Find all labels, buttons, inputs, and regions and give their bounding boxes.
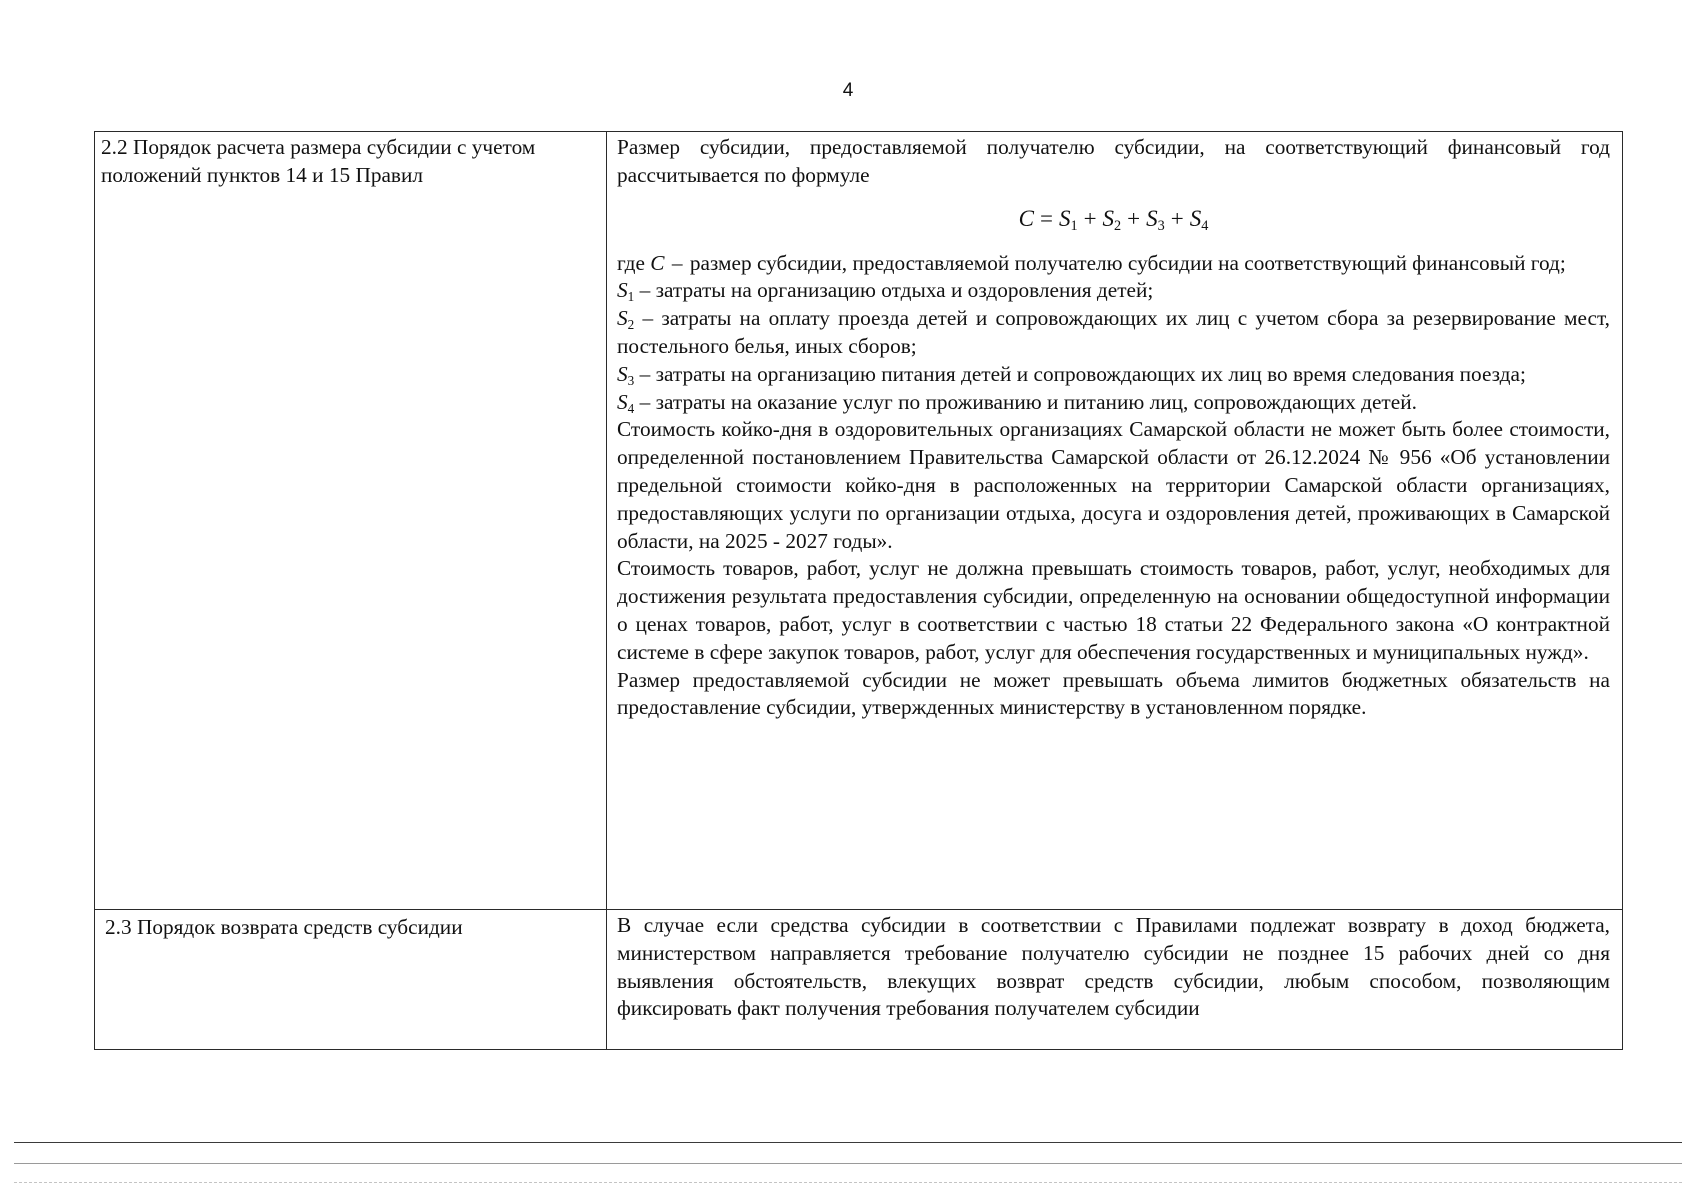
formula-lhs: C bbox=[1018, 205, 1034, 231]
page-number: 4 bbox=[842, 80, 854, 101]
formula-term: S bbox=[1058, 205, 1071, 231]
section-2-3-label-cell bbox=[95, 910, 607, 1050]
definition-variable: S bbox=[617, 306, 628, 331]
bed-day-cost-paragraph: Стоимость койко-дня в оздоровительных организациях Самарской области не может быть более стоимости, определенной постановлением Правительства Самарской области от 26.12.2024 № 956 «Об установлении предельной стоимости койко-дня в расположенных на территории Самарской области организациях, предоставляющих услуги по организации отдыха, досуга и оздоровления детей, проживающих в Самарской области, на 2025 - 2027 годы». bbox=[617, 417, 1610, 553]
section-2-2-content-cell bbox=[607, 132, 1623, 910]
definition-variable: S bbox=[617, 361, 628, 386]
definition-index: 4 bbox=[627, 400, 635, 416]
definition-index: 1 bbox=[627, 289, 635, 305]
formula-intro: Размер субсидии, предоставляемой получателю субсидии, на соответствующий финансовый год рассчитывается по формуле bbox=[617, 135, 1610, 187]
subsidy-formula bbox=[617, 204, 1610, 234]
formula-term-index: 4 bbox=[1201, 217, 1209, 234]
definition-variable: S bbox=[617, 278, 628, 303]
formula-term-index: 2 bbox=[1114, 217, 1122, 234]
definition-dash: – bbox=[639, 278, 651, 303]
goods-cost-paragraph: Стоимость товаров, работ, услуг не должна превышать стоимость товаров, работ, услуг, необходимых для достижения результата предоставления субсидии, определенную на основании общедоступной информации о ценах товаров, работ, услуг в соответствии с частью 18 статьи 22 Федерального закона «О контрактной системе в сфере закупок товаров, работ, услуг для обеспечения государственных и муниципальных нужд». bbox=[617, 556, 1610, 664]
formula-term: S bbox=[1146, 205, 1158, 231]
formula-plus: + bbox=[1170, 205, 1184, 231]
formula-where-clause bbox=[617, 250, 1610, 278]
section-2-2-label: 2.2 Порядок расчета размера субсидии с учетом положений пунктов 14 и 15 Правил bbox=[101, 135, 536, 187]
definition-text: затраты на оплату проезда детей и сопровождающих их лиц с учетом сбора за резервирование мест, постельного белья, иных сборов; bbox=[617, 306, 1610, 358]
formula-term-index: 3 bbox=[1157, 217, 1165, 234]
formula-equals: = bbox=[1039, 205, 1053, 231]
definition-text: затраты на организацию отдыха и оздоровления детей; bbox=[655, 278, 1154, 303]
definition-index: 2 bbox=[627, 317, 635, 333]
definition-dash: – bbox=[639, 361, 651, 386]
definition-text: затраты на оказание услуг по проживанию и питанию лиц, сопровождающих детей. bbox=[655, 389, 1417, 414]
footer-divider bbox=[14, 1163, 1682, 1164]
where-variable: C bbox=[650, 250, 665, 275]
definition-index: 3 bbox=[627, 372, 635, 388]
section-2-3-label: 2.3 Порядок возврата средств субсидии bbox=[105, 915, 463, 939]
formula-term: S bbox=[1189, 205, 1202, 231]
definition-text: затраты на организацию питания детей и сопровождающих их лиц во время следования поезда; bbox=[655, 361, 1526, 386]
table-row bbox=[95, 910, 1623, 1050]
section-2-2-label-cell bbox=[95, 132, 607, 910]
refund-procedure-paragraph: В случае если средства субсидии в соответствии с Правилами подлежат возврату в доход бюджета, министерством направляется требование получателю субсидии не позднее 15 рабочих дней со дня выявления обстоятельств, влекущих возврат средств субсидии, любым способом, позволяющим фиксировать факт получения требования получателем субсидии bbox=[617, 913, 1610, 1021]
definition-s4 bbox=[617, 389, 1610, 417]
where-text: размер субсидии, предоставляемой получателю субсидии на соответствующий финансовый год; bbox=[689, 250, 1566, 275]
definition-s3 bbox=[617, 361, 1610, 389]
footer-divider bbox=[14, 1182, 1682, 1183]
formula-term: S bbox=[1102, 205, 1115, 231]
where-dash: – bbox=[671, 250, 683, 275]
where-prefix: где bbox=[617, 250, 645, 275]
formula-term-index: 1 bbox=[1070, 217, 1078, 234]
footer-divider bbox=[14, 1142, 1682, 1143]
formula-plus: + bbox=[1083, 205, 1097, 231]
definition-variable: S bbox=[617, 389, 628, 414]
table-row bbox=[95, 132, 1623, 910]
definition-s1 bbox=[617, 277, 1610, 305]
formula-plus: + bbox=[1127, 205, 1141, 231]
definition-dash: – bbox=[639, 389, 651, 414]
definition-dash: – bbox=[642, 306, 654, 331]
section-2-3-content-cell bbox=[607, 910, 1623, 1050]
definition-s2 bbox=[617, 305, 1610, 361]
subsidy-procedure-table bbox=[94, 131, 1623, 1050]
subsidy-limit-paragraph: Размер предоставляемой субсидии не может превышать объема лимитов бюджетных обязательств на предоставление субсидии, утвержденных министерству в установленном порядке. bbox=[617, 667, 1610, 720]
